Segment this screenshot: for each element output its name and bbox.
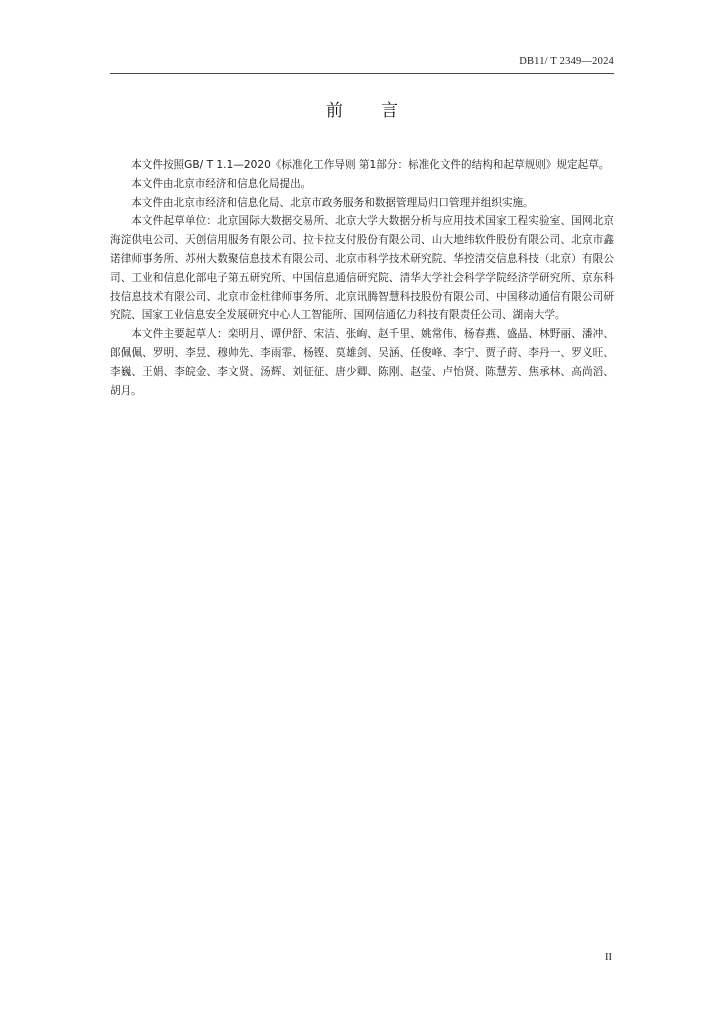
paragraph-proposer: 本文件由北京市经济和信息化局提出。 (131, 177, 312, 190)
paragraph-drafting-rules: 本文件按照GB/ T 1.1—2020《标准化工作导则 第1部分：标准化文件的结构和起草规则》规定起草。 (131, 159, 610, 171)
paragraph-drafters: 本文件主要起草人：栾明月、谭伊舒、宋洁、张峋、赵千里、姚常伟、杨春燕、盛晶、林野丽、潘冲、郎佩佩、罗明、李昱、穆帅先、李雨霏、杨铿、莫雄剑、吴涵、任俊峰、李宁、贾子莳、李丹一、罗义旺、李巍、王娟、李皖金、李文贤、汤辉、刘征征、唐少卿、陈刚、赵莹、卢怡贤、陈慧芳、焦承林、高尚滔、胡月。 (110, 328, 614, 397)
document-code: DB11/ T 2349—2024 (519, 56, 614, 67)
section-title: 前言 (326, 101, 436, 121)
header-rule (110, 73, 614, 74)
page-number: II (605, 952, 612, 963)
foreword-body (110, 156, 614, 400)
paragraph-drafting-units: 本文件起草单位：北京国际大数据交易所、北京大学大数据分析与应用技术国家工程实验室、国网北京海淀供电公司、天创信用服务有限公司、拉卡拉支付股份有限公司、山大地纬软件股份有限公司、北京市鑫诺律师事务所、苏州大数聚信息技术有限公司、北京市科学技术研究院、华控清交信息科技（北京）有限公司、工业和信息化部电子第五研究所、中国信息通信研究院、清华大学社会科学学院经济学研究所、京东科技信息技术有限公司、北京市金杜律师事务所、北京讯腾智慧科技股份有限公司、中国移动通信有限公司研究院、国家工业信息安全发展研究中心人工智能所、国网信通亿力科技有限责任公司、湖南大学。 (110, 215, 614, 322)
paragraph-administration: 本文件由北京市经济和信息化局、北京市政务服务和数据管理局归口管理并组织实施。 (131, 196, 534, 209)
